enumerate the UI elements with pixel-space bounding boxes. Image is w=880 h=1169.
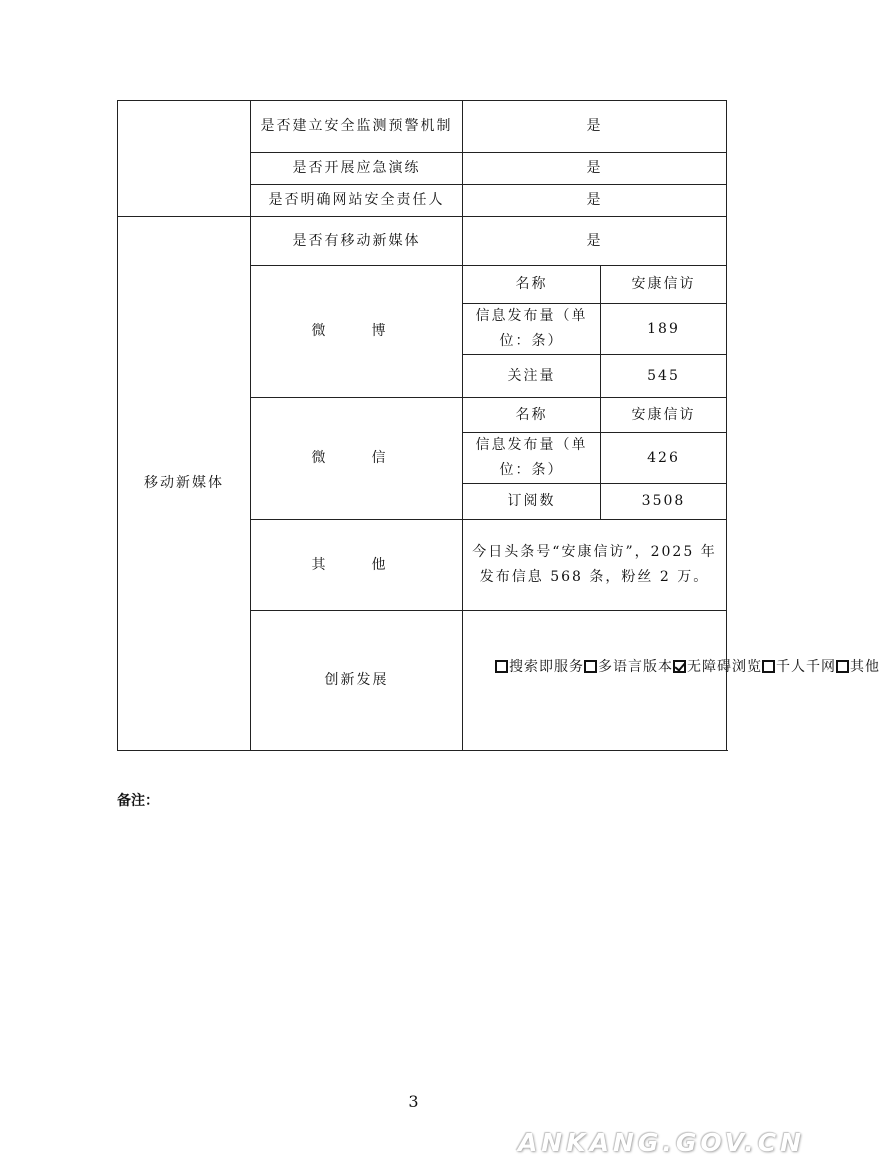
has-media-value: 是 [463,217,727,266]
weibo-label: 微 博 [251,266,463,398]
emergency-drill-label: 是否开展应急演练 [251,153,463,185]
table-row [118,217,727,266]
other-media-label: 其 他 [251,520,463,611]
security-monitoring-label: 是否建立安全监测预警机制 [251,101,463,153]
weixin-label: 微 信 [251,398,463,520]
weixin-posts-label: 信息发布量（单位：条） [463,433,601,484]
media-report-table [117,100,880,751]
weixin-posts-value: 426 [601,433,727,484]
innovation-option-accessibility[interactable]: 无障碍浏览 [673,655,762,680]
weibo-follow-value: 545 [601,355,727,398]
weibo-name-value: 安康信访 [601,266,727,304]
weixin-name-value: 安康信访 [601,398,727,433]
weixin-sub-value: 3508 [601,484,727,520]
emergency-drill-value: 是 [463,153,727,185]
innovation-options [463,611,880,751]
table-row [118,101,727,153]
checkbox-icon[interactable] [495,660,508,673]
checkbox-icon[interactable] [584,660,597,673]
media-section-label: 移动新媒体 [118,217,251,751]
note-label: 备注： [117,793,159,809]
security-officer-value: 是 [463,185,727,217]
innovation-option-multilang[interactable]: 多语言版本 [584,655,673,680]
innovation-option-personalized[interactable]: 千人千网 [762,655,836,680]
empty-section-cell [118,101,251,217]
weibo-follow-label: 关注量 [463,355,601,398]
other-media-text: 今日头条号“安康信访”，2025 年发布信息 568 条，粉丝 2 万。 [463,520,727,611]
weixin-sub-label: 订阅数 [463,484,601,520]
page-number: 3 [408,1092,419,1111]
weibo-posts-label: 信息发布量（单位：条） [463,304,601,355]
innovation-option-other[interactable]: 其他 [836,655,880,680]
innovation-label: 创新发展 [251,611,463,751]
has-media-label: 是否有移动新媒体 [251,217,463,266]
security-monitoring-value: 是 [463,101,727,153]
weibo-posts-value: 189 [601,304,727,355]
weixin-name-label: 名称 [463,398,601,433]
site-watermark: ANKANG.GOV.CN [517,1128,805,1157]
weibo-name-label: 名称 [463,266,601,304]
checked-checkbox-icon[interactable] [673,660,686,673]
checkbox-icon[interactable] [836,660,849,673]
checkbox-icon[interactable] [762,660,775,673]
innovation-option-search[interactable]: 搜索即服务 [495,655,584,680]
security-officer-label: 是否明确网站安全责任人 [251,185,463,217]
